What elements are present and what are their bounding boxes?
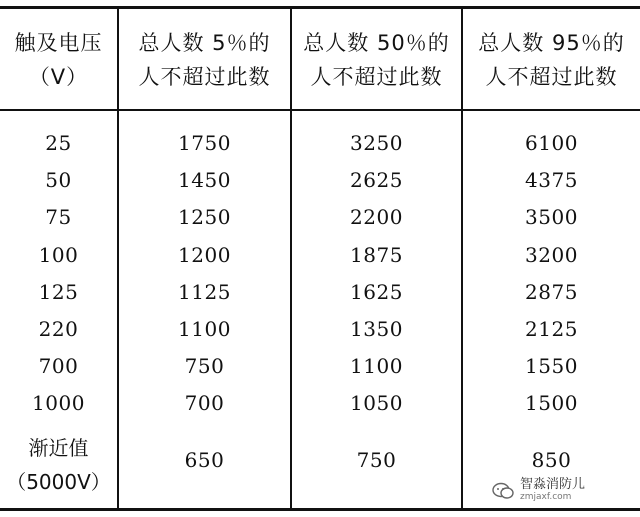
table-cell: 3500 xyxy=(525,205,578,230)
header-line: 人不超过此数 xyxy=(310,64,443,89)
table-cell: 1625 xyxy=(350,279,403,304)
table-cell: 1450 xyxy=(178,168,231,193)
asymptotic-label-cell xyxy=(0,423,117,507)
table-cell: 4375 xyxy=(525,168,578,193)
header-line: （V） xyxy=(28,64,89,89)
table-cell: 1750 xyxy=(178,131,231,155)
header-line: 总人数 50％的 xyxy=(303,30,450,55)
table-cell: 1550 xyxy=(525,354,578,379)
table-cell: 750 xyxy=(184,354,225,379)
table-cell: 1500 xyxy=(525,391,578,416)
header-cell-voltage xyxy=(0,10,117,109)
table-cell: 1100 xyxy=(350,354,403,379)
watermark-name: 智淼消防儿 xyxy=(520,477,586,492)
voltage-cell: 100 xyxy=(38,242,79,267)
header-line: 人不超过此数 xyxy=(485,64,618,89)
watermark-domain: zmjaxf.com xyxy=(520,492,572,502)
asymptotic-label: 渐近值 xyxy=(28,436,89,460)
table-cell: 2625 xyxy=(350,168,403,193)
table-cell: 700 xyxy=(184,391,225,416)
table-top-rule xyxy=(0,6,640,9)
watermark-text xyxy=(520,479,585,503)
header-line: 人不超过此数 xyxy=(138,64,271,89)
table-cell: 2875 xyxy=(525,279,578,304)
table-bottom-rule xyxy=(0,508,640,511)
voltage-cell: 25 xyxy=(45,131,72,155)
header-line: 总人数 95％的 xyxy=(478,30,625,55)
header-cell-95-percent xyxy=(463,10,640,109)
table-cell: 2125 xyxy=(525,317,578,341)
table-cell: 1250 xyxy=(178,205,231,230)
table-cell: 850 xyxy=(531,448,572,472)
table-cell: 1875 xyxy=(350,242,403,267)
table-cell: 1100 xyxy=(178,317,231,341)
voltage-cell: 700 xyxy=(38,354,79,379)
table-cell: 3250 xyxy=(350,131,403,155)
header-cell-5-percent xyxy=(119,10,290,109)
voltage-cell: 75 xyxy=(45,205,72,230)
watermark xyxy=(492,476,632,506)
table-cell: 6100 xyxy=(525,131,578,155)
table-cell: 2200 xyxy=(350,205,403,230)
header-line: 触及电压 xyxy=(14,30,103,55)
voltage-cell: 1000 xyxy=(32,391,85,416)
table-cell: 1050 xyxy=(350,391,403,416)
table-cell: 650 xyxy=(184,448,225,472)
table-cell: 3200 xyxy=(525,242,578,267)
voltage-cell: 50 xyxy=(45,168,72,193)
header-line: 总人数 5％的 xyxy=(138,30,271,55)
table-cell: 750 xyxy=(356,448,397,472)
voltage-cell: 220 xyxy=(38,317,79,341)
voltage-cell: 125 xyxy=(38,279,79,304)
table-cell: 1200 xyxy=(178,242,231,267)
wechat-icon xyxy=(492,482,514,500)
table-cell: 1350 xyxy=(350,317,403,341)
asymptotic-voltage: （5000V） xyxy=(6,470,111,494)
table-cell: 1125 xyxy=(178,279,231,304)
header-cell-50-percent xyxy=(292,10,461,109)
table-header-rule xyxy=(0,109,640,111)
